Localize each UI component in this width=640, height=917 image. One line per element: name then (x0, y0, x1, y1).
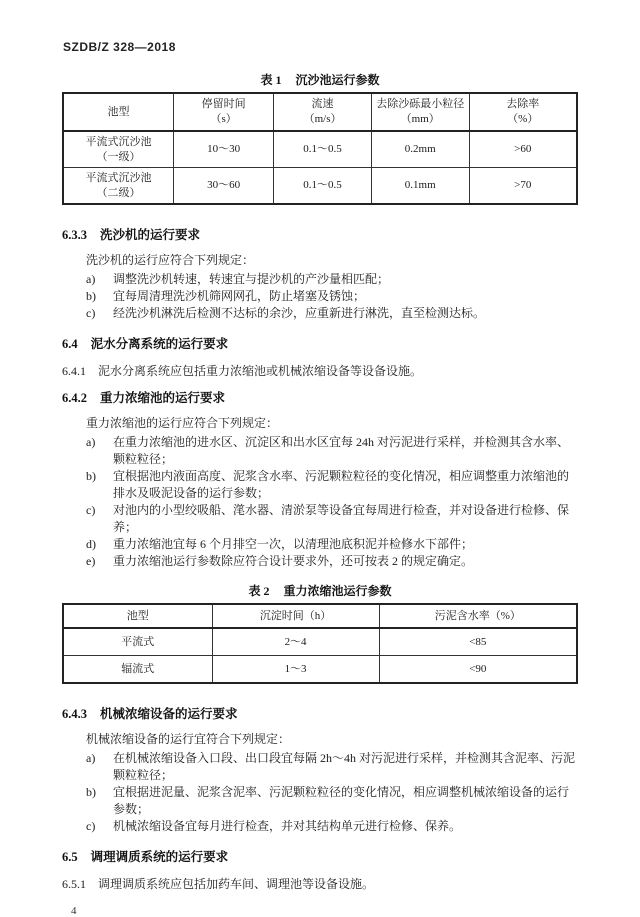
table2-row2-settling-time: 1～3 (212, 656, 379, 684)
table2-row2-pool-type: 辐流式 (63, 656, 212, 684)
table1-header-retention-time: 停留时间 （s） (174, 93, 274, 131)
section-6-4-3-list (86, 750, 578, 835)
list-item: b) 宜每周清理洗沙机筛网网孔，防止堵塞及锈蚀； (86, 289, 366, 303)
section-heading-6-4-3: 6.4.3 机械浓缩设备的运行要求 (62, 707, 238, 721)
table2-row1-moisture-content: <85 (379, 628, 577, 656)
table2-caption-label: 表 2 (248, 584, 270, 598)
list-item: d) 重力浓缩池宜每 6 个月排空一次，以清理池底积泥并检修水下部件； (86, 537, 474, 551)
table2-header-pool-type: 池型 (63, 604, 212, 628)
list-item: c) 对池内的小型绞吸船、滗水器、清淤泵等设备宜每周进行检查，并对设备进行检修、保养； (86, 503, 570, 534)
list-item: b) 宜根据进泥量、泥浆含泥率、污泥颗粒粒径的变化情况，相应调整机械浓缩设备的运行参数； (86, 785, 570, 816)
table1-row1-retention-time: 10～30 (174, 131, 274, 168)
table2-row1-settling-time: 2～4 (212, 628, 379, 656)
page-number: 4 (71, 905, 77, 917)
table1-caption-text: 沉沙池运行参数 (295, 73, 380, 87)
list-item: a) 在重力浓缩池的进水区、沉淀区和出水区宜每 24h 对污泥进行采样，并检测其含水率、颗粒粒径； (86, 435, 570, 466)
table1-sand-basin-parameters (62, 92, 578, 205)
table-row (63, 628, 577, 656)
table1-caption-label: 表 1 (260, 73, 282, 87)
clause-6-5-1: 6.5.1 调理调质系统应包括加药车间、调理池等设备设施。 (62, 877, 375, 891)
clause-6-4-1: 6.4.1 泥水分离系统应包括重力浓缩池或机械浓缩设备等设备设施。 (62, 364, 423, 378)
table2-gravity-thickener-parameters (62, 603, 578, 684)
section-heading-6-4: 6.4 泥水分离系统的运行要求 (62, 337, 229, 351)
table1-row2-min-particle-size: 0.1mm (371, 168, 469, 205)
table1-row2-pool-type: 平流式沉沙池 （二级） (63, 168, 174, 205)
table-row (63, 656, 577, 684)
table1-row2-flow-velocity: 0.1～0.5 (274, 168, 372, 205)
list-item: c) 经洗沙机淋洗后检测不达标的余沙，应重新进行淋洗，直至检测达标。 (86, 306, 486, 320)
list-item: b) 宜根据池内液面高度、泥浆含水率、污泥颗粒粒径的变化情况，相应调整重力浓缩池的排水及吸泥设备的运行参数； (86, 469, 570, 500)
table1-row1-pool-type: 平流式沉沙池 （一级） (63, 131, 174, 168)
table1-header-removal-rate: 去除率 （%） (469, 93, 577, 131)
list-item: e) 重力浓缩池运行参数除应符合设计要求外，还可按表 2 的规定确定。 (86, 554, 474, 568)
table1-row1-removal-rate: >60 (469, 131, 577, 168)
section-6-3-3-intro: 洗沙机的运行应符合下列规定： (86, 253, 255, 267)
section-6-4-2-list (86, 434, 578, 570)
table1-row1-flow-velocity: 0.1～0.5 (274, 131, 372, 168)
table2-row1-pool-type: 平流式 (63, 628, 212, 656)
section-heading-6-4-2: 6.4.2 重力浓缩池的运行要求 (62, 391, 226, 405)
table1-header-row (63, 93, 577, 131)
table2-row2-moisture-content: <90 (379, 656, 577, 684)
table2-header-moisture-content: 污泥含水率（%） (379, 604, 577, 628)
table1-header-pool-type: 池型 (63, 93, 174, 131)
list-item: a) 在机械浓缩设备入口段、出口段宜每隔 2h～4h 对污泥进行采样，并检测其含泥率、污泥颗粒粒径； (86, 751, 576, 782)
table1-row1-min-particle-size: 0.2mm (371, 131, 469, 168)
table-row (63, 131, 577, 168)
table2-header-settling-time: 沉淀时间（h） (212, 604, 379, 628)
section-heading-6-3-3: 6.3.3 洗沙机的运行要求 (62, 228, 201, 242)
section-6-4-2-intro: 重力浓缩池的运行应符合下列规定： (86, 416, 279, 430)
table1-header-min-particle-size: 去除沙砾最小粒径 （mm） (371, 93, 469, 131)
section-heading-6-5: 6.5 调理调质系统的运行要求 (62, 850, 229, 864)
list-item: a) 调整洗沙机转速，转速宜与提沙机的产沙量相匹配； (86, 272, 390, 286)
table1-caption (62, 73, 578, 88)
table2-caption-text: 重力浓缩池运行参数 (283, 584, 392, 598)
table-row (63, 168, 577, 205)
section-6-4-3-intro: 机械浓缩设备的运行宜符合下列规定： (86, 732, 291, 746)
table2-header-row (63, 604, 577, 628)
table2-caption (62, 584, 578, 599)
table1-row2-retention-time: 30～60 (174, 168, 274, 205)
table1-row2-removal-rate: >70 (469, 168, 577, 205)
section-6-3-3-list (86, 271, 578, 322)
list-item: c) 机械浓缩设备宜每月进行检查，并对其结构单元进行检修、保养。 (86, 819, 462, 833)
doc-number: SZDB/Z 328—2018 (63, 40, 176, 54)
table1-header-flow-velocity: 流速 （m/s） (274, 93, 372, 131)
